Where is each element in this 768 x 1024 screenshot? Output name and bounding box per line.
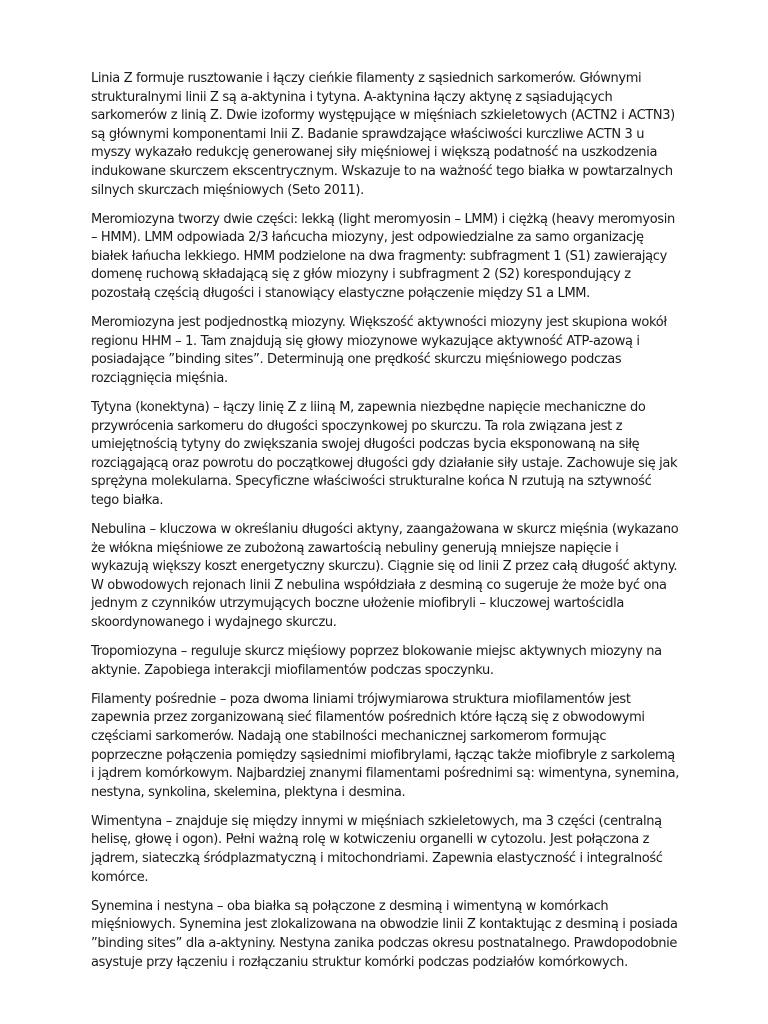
paragraph-meromiozyna-podjednostka: Meromiozyna jest podjednostką miozyny. Większość aktywności miozyny jest skupiona wokół regionu HHM – 1. Tam znajdują się głowy miozynowe wykazujące aktywność ATP-azową i posiadające ”binding sites”. Determinują one prędkość skurczu mięśniowego podczas rozciągnięcia mięśnia.	[91, 315, 667, 386]
paragraph-linia-z: Linia Z formuje rusztowanie i łączy cieńkie filamenty z sąsiednich sarkomerów. Głównymi strukturalnymi linii Z są a-aktynina i tytyna. A-aktynina łączy aktynę z sąsiadujących sarkomerów z linią Z. Dwie izoformy występujące w mięśniach szkieletowych (ACTN2 i ACTN3) są głównymi komponentami lnii Z. Badanie sprawdzające właściwości kurczliwe ACTN 3 u myszy wykazało redukcję generowanej siły mięśniowej i większą podatność na uszkodzenia indukowane skurczem ekscentrycznym. Wskazuje to na ważność tego białka w powtarzalnych silnych skurczach mięśniowych (Seto 2011).	[91, 71, 675, 198]
paragraph-meromiozyna-czesci: Meromiozyna tworzy dwie części: lekką (light meromyosin – LMM) i ciężką (heavy meromyosin – HMM). LMM odpowiada 2/3 łańcucha miozyny, jest odpowiedzialne za samo organizację białek łańucha lekkiego. HMM podzielone na dwa fragmenty: subfragment 1 (S1) zawierający domenę ruchową składającą się z głów miozyny i subfragment 2 (S2) korespondujący z pozostałą częścią długości i stanowiący elastyczne połączenie między S1 a LMM.	[91, 211, 675, 302]
paragraph-tropomiozyna: Tropomiozyna – reguluje skurcz mięśiowy poprzez blokowanie miejsc aktywnych miozyny na aktynie. Zapobiega interakcji miofilamentów podczas spoczynku.	[91, 644, 662, 678]
paragraph-synemina-nestyna: Synemina i nestyna – oba białka są połączone z desminą i wimentyną w komórkach mięśniowych. Synemina jest zlokalizowana na obwodzie linii Z kontaktując z desminą i posiada ”binding sites” dla a-aktyniny. Nestyna zanika podczas okresu postnatalnego. Prawdopodobnie asystuje przy łączeniu i rozłączaniu struktur komórki podczas podziałów komórkowych.	[91, 898, 678, 970]
paragraph-nebulina: Nebulina – kluczowa w określaniu długości aktyny, zaangażowana w skurcz mięśnia (wykazano że włókna mięśniowe ze zubożoną zawartością nebuliny generują mniejsze napięcie i wykazują większy koszt energetyczny skurczu). Ciągnie się od linii Z przez całą długość aktyny. W obwodowych rejonach linii Z nebulina współdziała z desminą co sugeruje że może być ona jednym z czynników utrzymujących boczne ułożenie miofibryli – kluczowej wartościdla skoordynowanego i wydajnego skurczu.	[91, 522, 679, 631]
paragraph-wimentyna: Wimentyna – znajduje się między innymi w mięśniach szkieletowych, ma 3 części (centralną helisę, głowę i ogon). Pełni ważną rolę w kotwiczeniu organelli w cytozolu. Jest połączona z jądrem, siateczką śródplazmatyczną i mitochondriami. Zapewnia elastyczność i integralność komórce.	[91, 813, 663, 885]
paragraph-tytyna: Tytyna (konektyna) – łączy linię Z z liiną M, zapewnia niezbędne napięcie mechaniczne do przywrócenia sarkomeru do długości spoczynkowej po skurczu. Ta rola związana jest z umiejętnością tytyny do zwiększania swojej długości podczas bycia eksponowaną na siłę rozciągającą oraz powrotu do początkowej długości gdy działanie siły ustaje. Zachowuje się jak sprężyna molekularna. Specyficzne właściwości strukturalne końca N rzutują na sztywność tego białka.	[91, 400, 678, 508]
document-body	[91, 70, 679, 983]
paragraph-filamenty-posrednie: Filamenty pośrednie – poza dwoma liniami trójwymiarowa struktura miofilamentów jest zapewnia przez zorganizowaną sieć filamentów pośrednich które łączą się z obwodowymi częściami sarkomerów. Nadają one stabilności mechanicznej sarkomerom formując poprzeczne połączenia pomiędzy sąsiednimi miofibrylami, łącząc także miofibryle z sarkolemą i jądrem komórkowym. Najbardziej znanymi filamentami pośrednimi są: wimentyna, synemina, nestyna, synkolina, skelemina, plektyna i desmina.	[91, 691, 679, 800]
